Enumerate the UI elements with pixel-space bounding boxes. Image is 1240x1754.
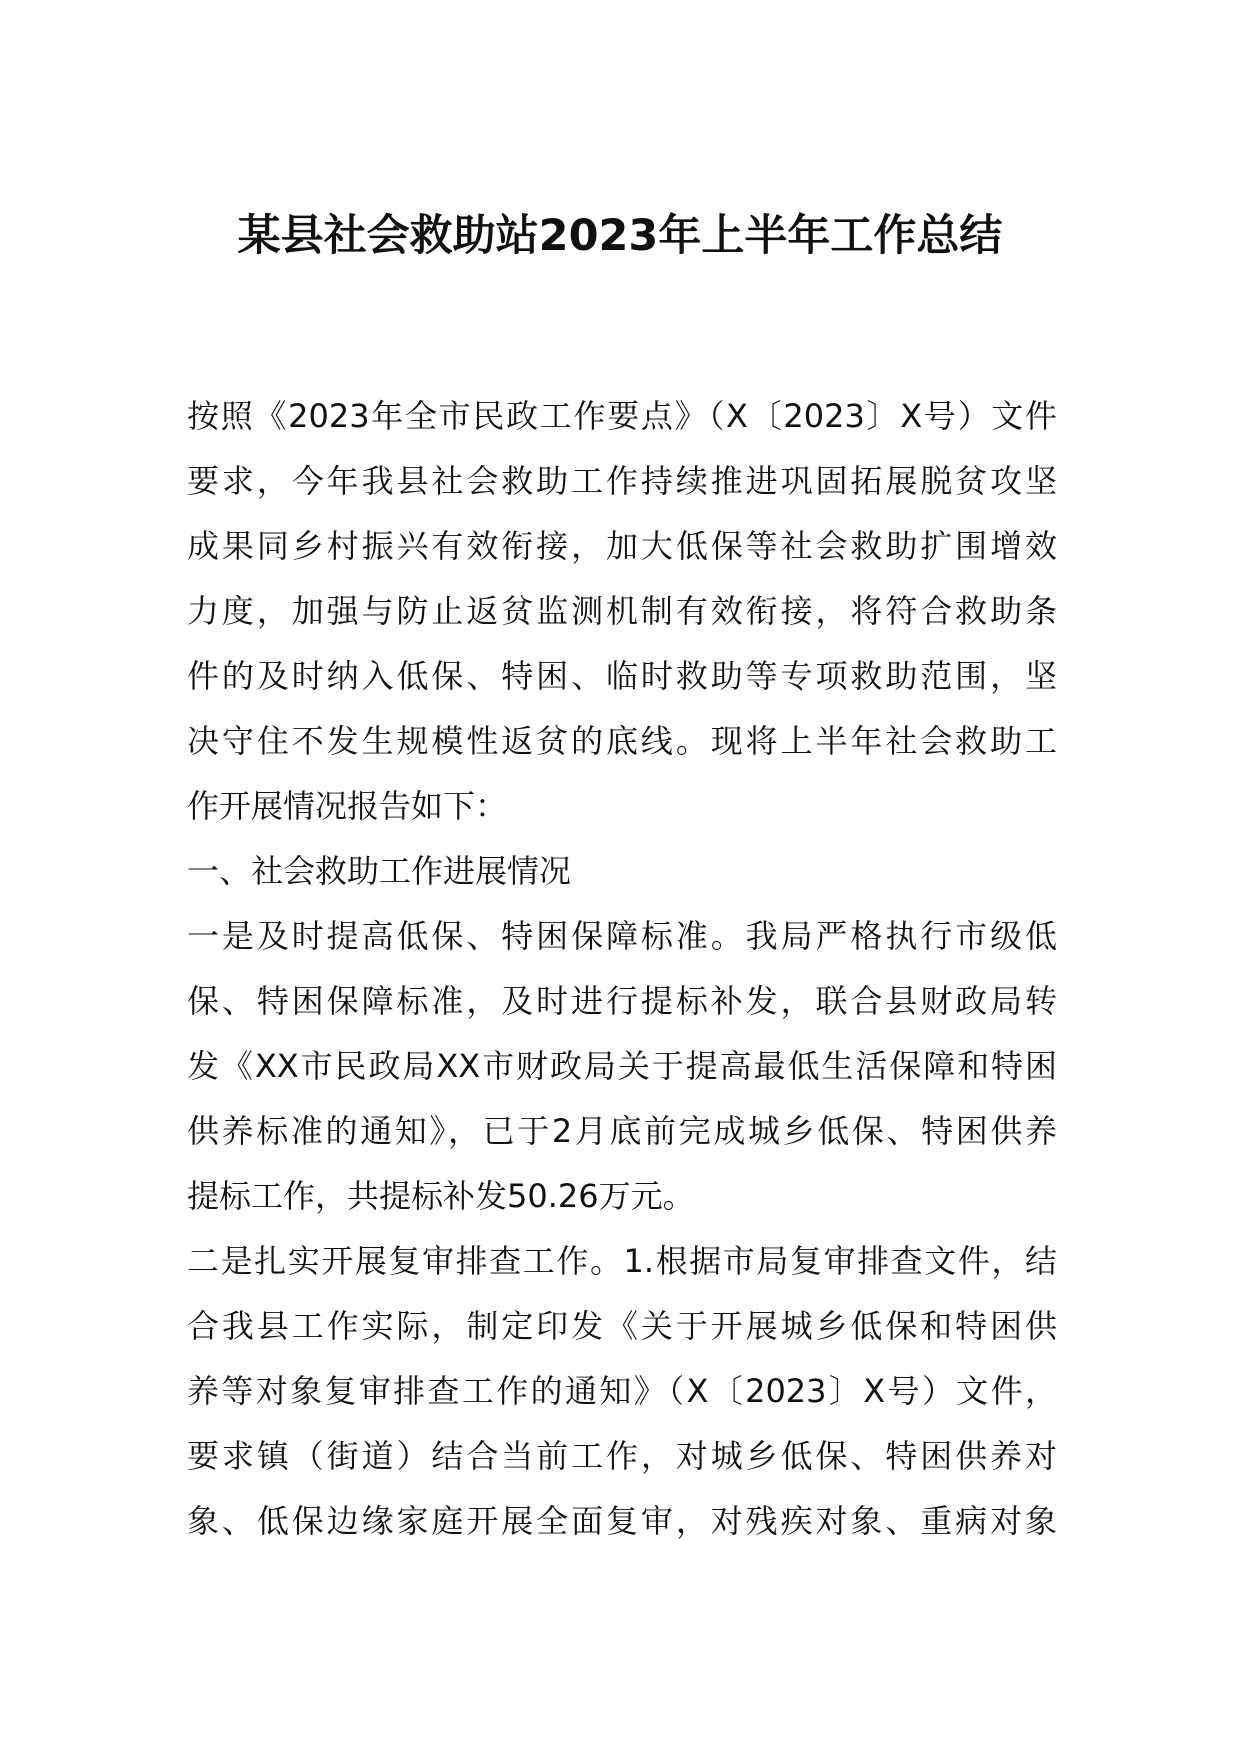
- paragraph-line: 要求镇（街道）结合当前工作，对城乡低保、特困供养对: [187, 1437, 1057, 1475]
- paragraph-line: 按照《2023年全市民政工作要点》（X〔2023〕X号）文件: [187, 397, 1057, 435]
- paragraph-line: 力度，加强与防止返贫监测机制有效衔接，将符合救助条: [187, 592, 1057, 630]
- paragraph-line: 决守住不发生规模性返贫的底线。现将上半年社会救助工: [187, 722, 1057, 760]
- paragraph-line: 合我县工作实际，制定印发《关于开展城乡低保和特困供: [187, 1307, 1057, 1345]
- paragraph-line: 象、低保边缘家庭开展全面复审，对残疾对象、重病对象: [187, 1502, 1057, 1540]
- paragraph-line: 供养标准的通知》，已于2月底前完成城乡低保、特困供养: [187, 1112, 1057, 1150]
- paragraph-line: 一是及时提高低保、特困保障标准。我局严格执行市级低: [187, 917, 1057, 955]
- section-heading: 一、社会救助工作进展情况: [187, 852, 572, 890]
- paragraph-line: 要求，今年我县社会救助工作持续推进巩固拓展脱贫攻坚: [187, 462, 1057, 500]
- paragraph-line: 保、特困保障标准，及时进行提标补发，联合县财政局转: [187, 982, 1057, 1020]
- document-title: 某县社会救助站2023年上半年工作总结: [237, 211, 1003, 261]
- paragraph-line: 件的及时纳入低保、特困、临时救助等专项救助范围，坚: [187, 657, 1057, 695]
- document-body: [187, 384, 1057, 1554]
- paragraph-line: 二是扎实开展复审排查工作。1.根据市局复审排查文件，结: [187, 1242, 1057, 1280]
- paragraph-line: 养等对象复审排查工作的通知》（X〔2023〕X号）文件，: [187, 1372, 1057, 1410]
- paragraph-line: 作开展情况报告如下：: [187, 787, 508, 825]
- paragraph-line: 成果同乡村振兴有效衔接，加大低保等社会救助扩围增效: [187, 527, 1057, 565]
- paragraph-line: 发《XX市民政局XX市财政局关于提高最低生活保障和特困: [187, 1047, 1057, 1085]
- paragraph-line: 提标工作，共提标补发50.26万元。: [187, 1177, 695, 1215]
